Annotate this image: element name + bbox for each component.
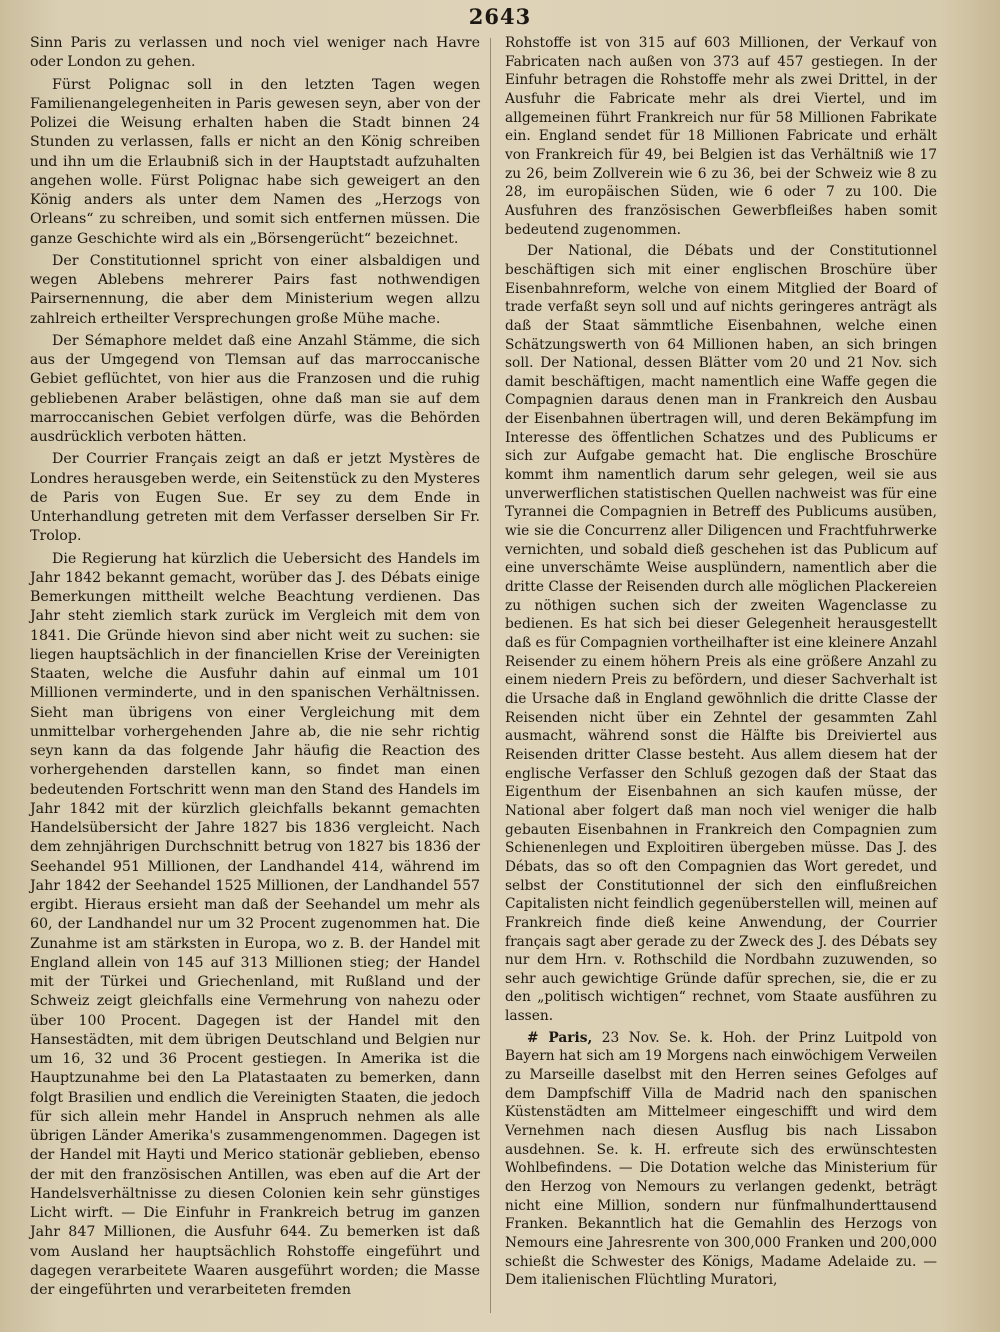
- article-paragraph: Der Courrier Français zeigt an daß er jetzt Mystères de Londres herausgeben werde, ein Seitenstück zu den Mysteres de Paris von Eugen Sue. Er sey zu dem Ende in Unterhandlung getreten mit dem Verfasser derselben Sir Fr. Trolop.: [30, 451, 480, 545]
- article-paragraph: Der National, die Débats und der Constitutionnel beschäftigen sich mit einer englischen Broschüre über Eisenbahnreform, welche von einem Mitglied der Board of trade verfaßt seyn soll und auf nichts geringeres anträgt als daß der Staat sämmtliche Eisenbahnen, welche einen Schätzungswerth von 64 Millionen haben, an sich bringen soll. Der National, dessen Blätter vom 20 und 21 Nov. sich damit beschäftigen, macht namentlich eine Waffe gegen die Compagnien daraus denen man in Frankreich den Ausbau der Eisenbahnen übertragen will, und deren Bekämpfung im Interesse des öffentlichen Schatzes und des Publicums er sich zur Aufgabe gemacht hat. Die englische Broschüre kommt ihm namentlich darum sehr gelegen, weil sie aus unverwerflichen statistischen Quellen nachweist was für eine Tyrannei die Compagnien in Betreff des Publicums ausüben, wie sie die Concurrenz aller Diligencen und Frachtfuhrwerke vernichten, und sobald dieß geschehen ist das Publicum auf eine unverschämte Weise ausplündern, namentlich aber die dritte Classe der Reisenden durch alle möglichen Plackereien zu nöthigen suchen sich der zweiten Wagenclasse zu bedienen. Es hat sich bei dieser Gelegenheit herausgestellt daß es für Compagnien vortheilhafter ist eine kleinere Anzahl Reisender zu einem höhern Preis als eine größere Anzahl zu einem niedern Preis zu befördern, und dieser Sachverhalt ist die Ursache daß in England gewöhnlich die dritte Classe der Reisenden nicht über ein Zehntel der gesammten Zahl ausmacht, während sonst die Hälfte bis Dreiviertel aus Reisenden dritter Classe besteht. Aus allem diesem hat der englische Verfasser den Schluß gezogen daß der Staat das Eigenthum der Eisenbahnen an sich kaufen müsse, der National aber folgert daß man noch viel weniger die halb gebauten Eisenbahnen in Frankreich den Compagnien zum Schienenlegen und Exploitiren übergeben müsse. Das J. des Débats, das so oft den Compagnien das Wort geredet, und selbst der Constitutionnel der sich den einflußreichen Capitalisten nicht feindlich gegenüberstellen will, meinen auf Frankreich finde dieß keine Anwendung, der Courrier français sagt aber gerade zu der Zweck des J. des Débats sey nur dem Hrn. v. Rothschild die Nordbahn zuzuwenden, so sehr auch gewichtige Gründe dafür sprechen, sie, die er zu den „politisch wichtigen“ rechnet, vom Staate ausführen zu lassen.: [505, 243, 938, 1025]
- article-paragraph: Rohstoffe ist von 315 auf 603 Millionen, der Verkauf von Fabricaten nach außen von 373 auf 457 gestiegen. In der Einfuhr betragen die Rohstoffe mehr als zwei Drittel, in der Ausfuhr die Fabricate mehr als drei Viertel, und im allgemeinen führt Frankreich nur für 58 Millionen Fabrikate ein. England sendet für 18 Millionen Fabricate und erhält von Frankreich für 49, bei Belgien ist das Verhältniß wie 17 zu 26, beim Zollverein wie 6 zu 36, bei der Schweiz wie 8 zu 28, im europäischen Süden, wie 6 oder 7 zu 100. Die Ausfuhren des französischen Gewerbfleißes haben somit bedeutend zugenommen.: [505, 35, 937, 238]
- article-paragraph: Der Constitutionnel spricht von einer alsbaldigen und wegen Ablebens mehrerer Pairs fast nothwendigen Pairsernennung, die aber dem Ministerium wegen allzu zahlreich ertheilter Versprechungen große Mühe mache.: [30, 252, 480, 327]
- column-divider: [490, 38, 491, 1313]
- article-paragraph: Die Regierung hat kürzlich die Uebersicht des Handels im Jahr 1842 bekannt gemacht, worüber das J. des Débats einige Bemerkungen mittheilt welche Beachtung verdienen. Das Jahr steht ziemlich stark zurück im Vergleich mit dem von 1841. Die Gründe hievon sind aber nicht weit zu suchen: sie liegen hauptsächlich in der financiellen Krise der Vereinigten Staaten, welche die Ausfuhr dahin auf einmal um 101 Millionen verminderte, und in den spanischen Verhältnissen. Sieht man übrigens von einer Vergleichung mit dem unmittelbar vorhergehenden Jahre ab, die nie sehr richtig seyn kann da das folgende Jahr häufig die Reaction des vorhergehenden darstellen kann, so findet man einen bedeutenden Fortschritt wenn man den Stand des Handels im Jahr 1842 mit der kürzlich gleichfalls bekannt gemachten Handelsübersicht der Jahre 1827 bis 1836 vergleicht. Nach dem zehnjährigen Durchschnitt betrug von 1827 bis 1836 der Seehandel 951 Millionen, der Landhandel 414, während im Jahr 1842 der Seehandel 1525 Millionen, der Landhandel 557 ergibt. Hieraus ersieht man daß der Seehandel um mehr als 60, der Landhandel nur um 32 Procent zugenommen hat. Die Zunahme ist am stärksten in Europa, wo z. B. der Handel mit England allein von 145 auf 313 Millionen stieg; der Handel mit der Türkei und Griechenland, mit Rußland und der Schweiz zeigt gleichfalls eine Vermehrung von nahezu oder über 100 Procent. Dagegen ist der Handel mit den Hansestädten, mit dem übrigen Deutschland und Belgien nur um 16, 32 und 36 Procent gestiegen. In Amerika ist die Hauptzunahme bei den La Platastaaten zu bemerken, dann folgt Brasilien und endlich die Vereinigten Staaten, die jedoch für sich allein mehr Handel in Anspruch nehmen als alle übrigen Länder Amerika's zusammengenommen. Dagegen ist der Handel mit Hayti und Merico stationär geblieben, ebenso der mit den französischen Antillen, was eben auf die Art der Handelsverhältnisse zu diesen Colonien kein sehr günstiges Licht wirft. — Die Einfuhr in Frankreich betrug im ganzen Jahr 847 Millionen, die Ausfuhr 644. Zu bemerken ist daß vom Ausland her hauptsächlich Rohstoffe eingeführt und dagegen verarbeitete Waaren ausgeführt worden; die Masse der eingeführten und verarbeiteten fremden: [30, 550, 480, 1298]
- page-number: 2643: [468, 4, 532, 29]
- article-paragraph: 23 Nov. Se. k. Hoh. der Prinz Luitpold von Bayern hat sich am 19 Morgens nach einwöchigem Verweilen zu Marseille daselbst mit den Herren seines Gefolges auf dem Dampfschiff Villa de Madrid nach den spanischen Küstenstädten am Mittelmeer eingeschifft und wird dem Vernehmen nach diesen Ausflug bis nach Lissabon ausdehnen. Se. k. H. erfreute sich des erwünschtesten Wohlbefindens. — Die Dotation welche das Ministerium für den Herzog von Nemours zu verlangen gedenkt, beträgt nicht eine Million, sondern nur fünfmalhunderttausend Franken. Bekanntlich hat die Gemahlin des Herzogs von Nemours eine Jahresrente von 300,000 Franken und 200,000 schießt die Schwester des Königs, Madame Adelaide zu. — Dem italienischen Flüchtling Muratori,: [505, 1029, 937, 1289]
- article-paragraph: Der Sémaphore meldet daß eine Anzahl Stämme, die sich aus der Umgegend von Tlemsan auf das marroccanische Gebiet geflüchtet, von hier aus die Franzosen und die ruhig gebliebenen Araber belästigen, ohne daß man sie auf dem marroccanischen Gebiet verfolgen dürfe, was die Behörden ausdrücklich verboten hätten.: [30, 332, 480, 445]
- right-column: [505, 34, 937, 1293]
- dateline-mark: # Paris,: [527, 1029, 593, 1046]
- article-paragraph: Sinn Paris zu verlassen und noch viel weniger nach Havre oder London zu gehen.: [30, 35, 480, 71]
- article-paragraph: Fürst Polignac soll in den letzten Tagen wegen Familienangelegenheiten in Paris gewesen seyn, aber von der Polizei die Weisung erhalten haben die Stadt binnen 24 Stunden zu verlassen, falls er nicht an den König schreiben und ihn um die Erlaubniß sich in der Hauptstadt aufzuhalten angehen wolle. Fürst Polignac habe sich geweigert an den König anders als unter dem Namen des „Herzogs von Orleans“ zu schreiben, und somit sich entfernen müssen. Die ganze Geschichte wird als ein „Börsengerücht“ bezeichnet.: [30, 76, 480, 247]
- left-column: [30, 34, 480, 1303]
- dateline-paragraph: [505, 1029, 937, 1290]
